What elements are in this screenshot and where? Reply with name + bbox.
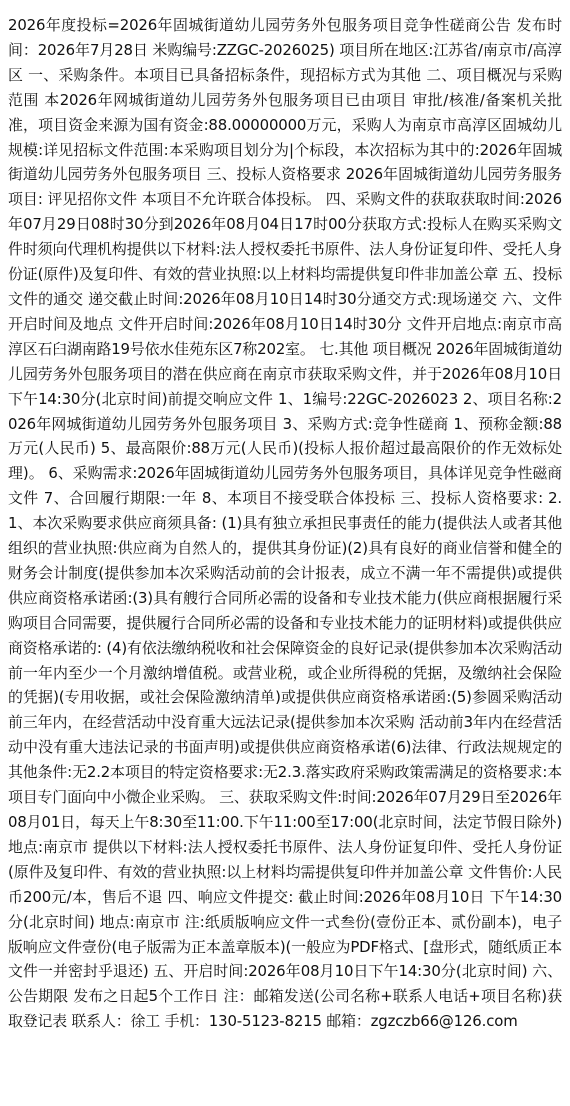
announcement-body-text: 2026年度投标=2026年固城街道幼儿园劳务外包服务项目竞争性磋商公告 发布时间：2026年7月28日 米购编号:ZZGC-2026025) 项目所在地区:江苏省/南京市/高淳区 一、采购条件。本项目已具备招标条件，现招标方式为其他 二、项目概况与采购范围 本2026年网城街道幼儿园劳务外包服务项目已由项目 审批/核准/备案机关批 准，项目资金来源为国有资金:88.00000000万元，采购人为南京市高淳区固城幼儿 规模:详见招标文件范围:本采购项目划分为|个标段，本次招标为其中的:2026年固城街道幼儿园劳务外包服务项目 三、投标人资格要求 2026年固城街道幼儿园劳务服务项目: 评见招你文件 本项目不允许联合体投标。 四、采购文件的获取获取时间:2026年07月29日08时30分到2026年08月04日17时00分获取方式:投标人在购买采购文件时须向代理机构提供以下材料:法人授权委托书原件、法人身份证复印件、受托人身份证(原件)及复印件、有效的营业执照:以上材料均需提供复印件非加盖公章 五、投标文件的通交 递交截止时间:2026年08月10日14时30分通交方式:现场递交 六、文件开启时间及地点 文件开启时间:2026年08月10日14时30分 文件开启地点:南京市高淳区石臼湖南路19号依水佳苑东区7称202室。 七.其他 项目概况 2026年固城街道幼儿园劳务外包服务项目的潜在供应商在南京市获取采购文件，并于2026年08月10日 下午14:30分(北京时间)前提交响应文件 1、1编号:22GC-2026023 2、项目名称:2026年网城街道幼儿园劳务外包服务项目 3、采购方式:竞争性磋商 1、预称金额:88万元(人民币) 5、最高限价:88万元(人民币)(投标人报价超过最高限价的作无效标处理)。 6、采购需求:2026年固城街道幼儿园劳务外包服务项目，具体详见竞争性磁商文件 7、合回履行期限:一年 8、本项目不接受联合体投标 三、投标人资格要求: 2.1、本次采购要求供应商须具备: (1)具有独立承担民事责任的能力(提供法人或者其他组织的营业执照:供应商为自然人的，提供其身份证)(2)具有良好的商业信誉和健全的财务会计制度(提供参加本次采购活动前的会计报表，成立不满一年不需提供)或提供供应商资格承诺函:(3)具有艘行合同所必需的设备和专业技术能力(供应商根据履行采购项目合同需要，提供履行合同所必需的设备和专业技术能力的证明材料)或提供供应商资格承诺的: (4)有依法缴纳税收和社会保障资金的良好记录(提供参加本次采购活动前一年内至少一个月激纳增值税。或营业税，或企业所得税的凭据，及缴纳社会保险的凭据)(专用收据，或社会保险激纳清单)或提供供应商资格承诺函:(5)参圆采购活动前三年内，在经营活动中没育重大远法记录(提供参加本次采购 活动前3年内在经营活动中没有重大违法记录的书面声明)或提供供应商资格承诺(6)法律、行政法规规定的其他条件:无2.2本项目的特定资格要求:无2.3.落实政府采购政策需满足的资格要求:本项目专门面向中小微企业采购。 三、获取采购文件:时间:2026年07月29日至2026年08月01日，每天上午8:30至11:00.下午11:00至17:00(北京时间，法定节假日除外)地点:南京市 提供以下材料:法人授权委托书原件、法人身份证复印件、受托人身份证(原件及复印件、有效的营业执照:以上材料均需提供复印件并加盖公章 文件售价:人民币200元/本，售后不退 四、响应文件提交: 截止时间:2026年08月10日 下午14:30分(北京时间) 地点:南京市 注:纸质版响应文件一式叁份(壹份正本、贰份副本)，电子版响应文件壹份(电子版需为正本盖章版本)(一般应为PDF格式、[盘形式，随纸质正本文件一并密封乎退还) 五、开启时间:2026年08月10日下午14:30分(北京时间) 六、公告期限 发布之日起5个工作日 注：邮箱发送(公司名称+联系人电话+项目名称)获取登记表 联系人：徐工 手机：130-5123-8215 邮箱：zgzczb66@126.com: [8, 16, 562, 1031]
